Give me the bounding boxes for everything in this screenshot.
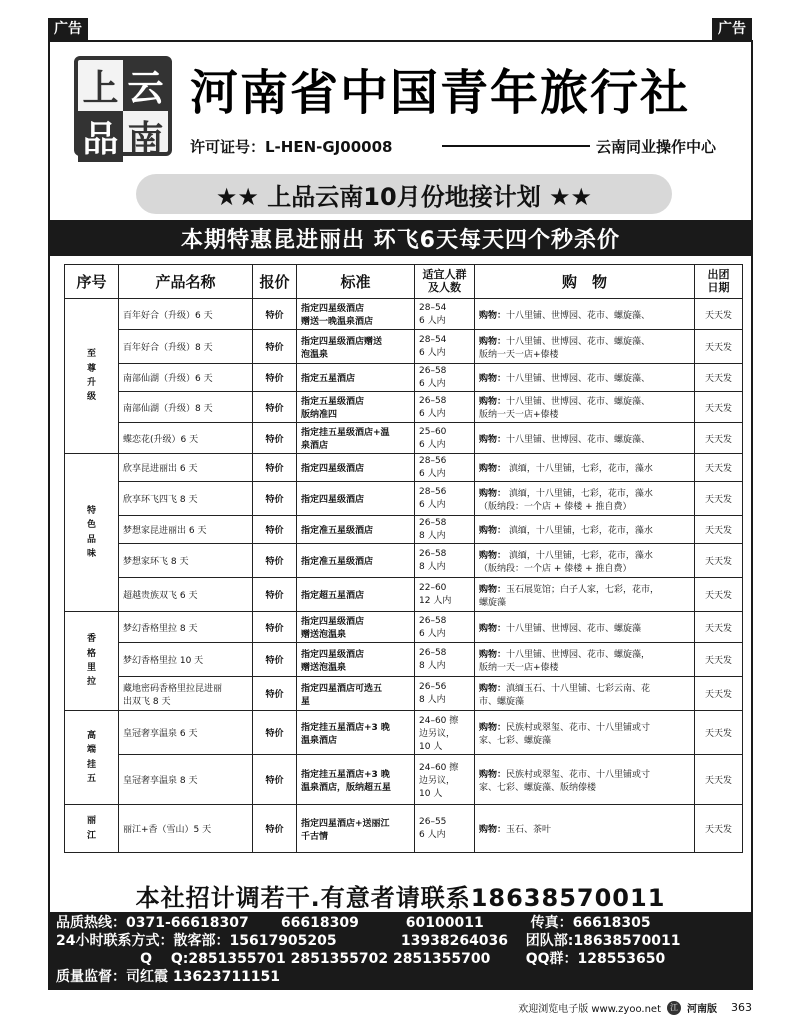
seal-char: 云 bbox=[123, 60, 168, 111]
table-header-row bbox=[65, 265, 743, 299]
seal-char: 上 bbox=[82, 67, 119, 109]
depart-cell: 天天发 bbox=[695, 544, 743, 578]
ad-frame bbox=[48, 40, 753, 990]
product-name-cell: 蝶恋花(升级）6 天 bbox=[119, 423, 253, 454]
table-row bbox=[65, 643, 743, 677]
price-cell: 特价 bbox=[253, 454, 297, 482]
depart-cell: 天天发 bbox=[695, 805, 743, 853]
seal-logo bbox=[74, 56, 172, 160]
price-cell: 特价 bbox=[253, 805, 297, 853]
category-cell: 至 尊 升 级 bbox=[65, 299, 119, 454]
price-cell: 特价 bbox=[253, 544, 297, 578]
depart-cell: 天天发 bbox=[695, 454, 743, 482]
header-shopping: 购 物 bbox=[475, 265, 695, 299]
product-name-cell: 南部仙湖（升级）8 天 bbox=[119, 392, 253, 423]
people-cell: 26–58 6 人内 bbox=[415, 612, 475, 643]
people-cell: 26–58 8 人内 bbox=[415, 516, 475, 544]
people-cell: 22–60 12 人内 bbox=[415, 578, 475, 612]
shopping-text: 民族村或翠玺、花市、十八里铺或寸 家、七彩、螺旋藻 bbox=[479, 722, 651, 746]
depart-cell: 天天发 bbox=[695, 392, 743, 423]
header-index: 序号 bbox=[65, 265, 119, 299]
price-cell: 特价 bbox=[253, 392, 297, 423]
contact-text: Q:2851355701 2851355702 2851355700 bbox=[170, 951, 491, 967]
shopping-cell bbox=[475, 643, 695, 677]
depart-cell: 天天发 bbox=[695, 711, 743, 755]
page-number: 363 bbox=[731, 1001, 752, 1014]
people-cell: 26–58 8 人内 bbox=[415, 544, 475, 578]
shopping-prefix: 购物： bbox=[479, 336, 507, 347]
edition-logo-icon: 江 bbox=[667, 1001, 681, 1015]
table-row bbox=[65, 544, 743, 578]
product-name-cell: 藏地密码香格里拉昆进丽 出双飞 8 天 bbox=[119, 677, 253, 711]
header-price: 报价 bbox=[253, 265, 297, 299]
tour-table bbox=[64, 264, 743, 853]
divider-line bbox=[442, 145, 590, 147]
table-row bbox=[65, 482, 743, 516]
contact-text: 66618309 bbox=[280, 915, 359, 931]
people-cell: 28–56 6 人内 bbox=[415, 482, 475, 516]
shopping-cell bbox=[475, 299, 695, 330]
product-name-cell: 梦幻香格里拉 8 天 bbox=[119, 612, 253, 643]
depart-cell: 天天发 bbox=[695, 677, 743, 711]
product-name-cell: 皇冠奢享温泉 6 天 bbox=[119, 711, 253, 755]
shopping-cell bbox=[475, 364, 695, 392]
shopping-text: 滇缅，十八里铺，七彩，花市，藻水 （版纳段：一个店 + 傣楼 + 推自费） bbox=[479, 550, 653, 574]
shopping-cell bbox=[475, 516, 695, 544]
people-cell: 28–56 6 人内 bbox=[415, 454, 475, 482]
people-cell: 25–60 6 人内 bbox=[415, 423, 475, 454]
contact-line bbox=[56, 968, 745, 986]
shopping-text: 滇缅玉石、十八里铺、七彩云南、花 市、螺旋藻 bbox=[479, 683, 651, 707]
product-name-cell: 梦想家环飞 8 天 bbox=[119, 544, 253, 578]
shopping-text: 滇缅，十八里铺，七彩，花市，藻水 bbox=[506, 464, 653, 474]
shopping-prefix: 购物： bbox=[479, 825, 507, 835]
price-cell: 特价 bbox=[253, 516, 297, 544]
shopping-prefix: 购物： bbox=[479, 464, 507, 474]
depart-cell: 天天发 bbox=[695, 643, 743, 677]
category-cell: 特 色 品 味 bbox=[65, 454, 119, 612]
shopping-cell bbox=[475, 677, 695, 711]
standard-cell: 指定挂五星级酒店+温 泉酒店 bbox=[297, 423, 415, 454]
shopping-text: 十八里铺、世博园、花市、螺旋藻、 bbox=[506, 434, 651, 445]
depart-cell: 天天发 bbox=[695, 299, 743, 330]
table-row bbox=[65, 299, 743, 330]
price-cell: 特价 bbox=[253, 299, 297, 330]
category-cell: 香 格 里 拉 bbox=[65, 612, 119, 711]
shopping-text: 玉石展览馆；白子人家，七彩，花市， 螺旋藻 bbox=[479, 584, 660, 608]
product-name-cell: 梦想家昆进丽出 6 天 bbox=[119, 516, 253, 544]
shopping-prefix: 购物： bbox=[479, 374, 507, 384]
shopping-prefix: 购物： bbox=[479, 683, 507, 694]
table-row bbox=[65, 755, 743, 805]
shopping-prefix: 购物： bbox=[479, 623, 507, 634]
table-row bbox=[65, 423, 743, 454]
depart-cell: 天天发 bbox=[695, 330, 743, 364]
people-cell: 28–54 6 人内 bbox=[415, 299, 475, 330]
contact-text: 质量监督：司红霞 13623711151 bbox=[56, 969, 281, 985]
product-name-cell: 南部仙湖（升级）6 天 bbox=[119, 364, 253, 392]
shopping-text: 十八里铺、世博园、花市、螺旋藻、 bbox=[506, 310, 651, 321]
shopping-cell bbox=[475, 482, 695, 516]
depart-cell: 天天发 bbox=[695, 755, 743, 805]
contact-text: 传真：66618305 bbox=[530, 915, 651, 931]
shopping-prefix: 购物： bbox=[479, 649, 507, 660]
header-depart: 出团 日期 bbox=[695, 265, 743, 299]
standard-cell: 指定四星级酒店赠送 泡温泉 bbox=[297, 330, 415, 364]
table-row bbox=[65, 516, 743, 544]
standard-cell: 指定五星级酒店 版纳准四 bbox=[297, 392, 415, 423]
people-cell: 26–56 8 人内 bbox=[415, 677, 475, 711]
shopping-text: 玉石、茶叶 bbox=[506, 825, 552, 835]
price-cell: 特价 bbox=[253, 330, 297, 364]
product-name-cell: 丽江+香（雪山）5 天 bbox=[119, 805, 253, 853]
shopping-cell bbox=[475, 578, 695, 612]
shopping-prefix: 购物： bbox=[479, 526, 507, 536]
shopping-prefix: 购物： bbox=[479, 722, 507, 733]
people-cell: 26–58 8 人内 bbox=[415, 643, 475, 677]
product-name-cell: 梦幻香格里拉 10 天 bbox=[119, 643, 253, 677]
shopping-text: 十八里铺、世博园、花市、螺旋藻、 版纳一天一店+傣楼 bbox=[479, 397, 651, 420]
shopping-text: 十八里铺、世博园、花市、螺旋藻、 bbox=[506, 374, 651, 384]
standard-cell: 指定准五星级酒店 bbox=[297, 516, 415, 544]
people-cell: 28–54 6 人内 bbox=[415, 330, 475, 364]
depart-cell: 天天发 bbox=[695, 482, 743, 516]
seal-char: 品 bbox=[78, 111, 123, 162]
table-row bbox=[65, 677, 743, 711]
contact-text: 13938264036 bbox=[400, 933, 509, 949]
table-row bbox=[65, 454, 743, 482]
standard-cell: 指定挂五星酒店+3 晚 温泉酒店，版纳超五星 bbox=[297, 755, 415, 805]
contact-line bbox=[56, 932, 745, 950]
ad-tag-right: 广告 bbox=[712, 18, 752, 40]
standard-cell: 指定四星酒店+送丽江 千古情 bbox=[297, 805, 415, 853]
page-footer bbox=[518, 1000, 752, 1015]
price-cell: 特价 bbox=[253, 578, 297, 612]
shopping-prefix: 购物： bbox=[479, 769, 507, 780]
shopping-cell bbox=[475, 805, 695, 853]
shopping-prefix: 购物： bbox=[479, 488, 507, 499]
plan-banner: ★★ 上品云南10月份地接计划 ★★ bbox=[136, 174, 672, 214]
contact-text: 品质热线：0371-66618307 bbox=[56, 915, 249, 931]
header-standard: 标准 bbox=[297, 265, 415, 299]
price-cell: 特价 bbox=[253, 711, 297, 755]
standard-cell: 指定四星级酒店 bbox=[297, 482, 415, 516]
product-name-cell: 皇冠奢享温泉 8 天 bbox=[119, 755, 253, 805]
depart-cell: 天天发 bbox=[695, 423, 743, 454]
contact-text: 24小时联系方式：散客部：15617905205 bbox=[56, 933, 337, 949]
product-name-cell: 欣享昆进丽出 6 天 bbox=[119, 454, 253, 482]
contact-text: 60100011 bbox=[405, 915, 484, 931]
depart-cell: 天天发 bbox=[695, 364, 743, 392]
depart-cell: 天天发 bbox=[695, 612, 743, 643]
shopping-cell bbox=[475, 330, 695, 364]
header-people: 适宜人群 及人数 bbox=[415, 265, 475, 299]
shopping-text: 十八里铺、世博园、花市、螺旋藻、 版纳一天一店+傣楼 bbox=[479, 336, 651, 360]
shopping-text: 滇缅，十八里铺，七彩，花市，藻水 bbox=[506, 526, 653, 536]
standard-cell: 指定四星级酒店 bbox=[297, 454, 415, 482]
category-cell: 高 端 挂 五 bbox=[65, 711, 119, 805]
contact-text: QQ群：128553650 bbox=[525, 951, 666, 967]
people-cell: 26–58 6 人内 bbox=[415, 364, 475, 392]
operation-center: 云南同业操作中心 bbox=[596, 138, 717, 156]
price-cell: 特价 bbox=[253, 755, 297, 805]
table-body bbox=[65, 299, 743, 853]
depart-cell: 天天发 bbox=[695, 516, 743, 544]
shopping-cell bbox=[475, 711, 695, 755]
shopping-cell bbox=[475, 544, 695, 578]
table-row bbox=[65, 330, 743, 364]
product-name-cell: 欣享环飞四飞 8 天 bbox=[119, 482, 253, 516]
price-cell: 特价 bbox=[253, 643, 297, 677]
shopping-cell bbox=[475, 392, 695, 423]
license-number: 许可证号：L-HEN-GJ00008 bbox=[190, 138, 393, 156]
price-cell: 特价 bbox=[253, 482, 297, 516]
price-cell: 特价 bbox=[253, 612, 297, 643]
people-cell: 26–58 6 人内 bbox=[415, 392, 475, 423]
contact-box bbox=[50, 912, 751, 988]
standard-cell: 指定超五星酒店 bbox=[297, 578, 415, 612]
ad-tag-left: 广告 bbox=[48, 18, 88, 40]
shopping-cell bbox=[475, 755, 695, 805]
footer-text: 欢迎浏览电子版 www.zyoo.net bbox=[518, 1004, 661, 1015]
people-cell: 26–55 6 人内 bbox=[415, 805, 475, 853]
shopping-prefix: 购物： bbox=[479, 550, 507, 561]
price-cell: 特价 bbox=[253, 423, 297, 454]
shopping-prefix: 购物： bbox=[479, 310, 507, 321]
shopping-text: 十八里铺、世博园、花市、螺旋藻 bbox=[506, 623, 642, 634]
recruit-notice: 本社招计调若干.有意者请联系18638570011 bbox=[135, 884, 666, 912]
shopping-text: 民族村或翠玺、花市、十八里铺或寸 家、七彩、螺旋藻、版纳傣楼 bbox=[479, 769, 651, 793]
depart-cell: 天天发 bbox=[695, 578, 743, 612]
shopping-prefix: 购物： bbox=[479, 434, 507, 445]
seal-char: 南 bbox=[127, 118, 164, 160]
standard-cell: 指定准五星级酒店 bbox=[297, 544, 415, 578]
table-row bbox=[65, 805, 743, 853]
shopping-cell bbox=[475, 612, 695, 643]
product-name-cell: 超越贵族双飞 6 天 bbox=[119, 578, 253, 612]
shopping-cell bbox=[475, 423, 695, 454]
table-row bbox=[65, 612, 743, 643]
people-cell: 24–60 擦 边另议， 10 人 bbox=[415, 755, 475, 805]
contact-line bbox=[56, 950, 745, 968]
shopping-prefix: 购物： bbox=[479, 584, 507, 595]
people-cell: 24–60 擦 边另议， 10 人 bbox=[415, 711, 475, 755]
header-product: 产品名称 bbox=[119, 265, 253, 299]
contact-text: 团队部:18638570011 bbox=[525, 933, 681, 949]
promo-strip: 本期特惠昆进丽出 环飞6天每天四个秒杀价 bbox=[50, 220, 751, 256]
shopping-text: 滇缅，十八里铺，七彩，花市，藻水 （版纳段：一个店 + 傣楼 + 推自费） bbox=[479, 488, 653, 512]
table-row bbox=[65, 364, 743, 392]
table-row bbox=[65, 578, 743, 612]
qq-label: Q bbox=[140, 951, 152, 967]
footer-edition: 河南版 bbox=[687, 1004, 717, 1015]
product-name-cell: 百年好合（升级）8 天 bbox=[119, 330, 253, 364]
price-cell: 特价 bbox=[253, 677, 297, 711]
shopping-cell bbox=[475, 454, 695, 482]
contact-line bbox=[56, 914, 745, 932]
price-cell: 特价 bbox=[253, 364, 297, 392]
standard-cell: 指定四星级酒店 赠送泡温泉 bbox=[297, 643, 415, 677]
table-row bbox=[65, 392, 743, 423]
table-row bbox=[65, 711, 743, 755]
standard-cell: 指定四星级酒店 赠送泡温泉 bbox=[297, 612, 415, 643]
shopping-text: 十八里铺、世博园、花市、螺旋藻， 版纳一天一店+傣楼 bbox=[479, 649, 651, 673]
company-name: 河南省中国青年旅行社 bbox=[190, 65, 691, 121]
standard-cell: 指定五星酒店 bbox=[297, 364, 415, 392]
product-name-cell: 百年好合（升级）6 天 bbox=[119, 299, 253, 330]
category-cell: 丽 江 bbox=[65, 805, 119, 853]
standard-cell: 指定四星级酒店 赠送一晚温泉酒店 bbox=[297, 299, 415, 330]
standard-cell: 指定四星酒店可选五 星 bbox=[297, 677, 415, 711]
standard-cell: 指定挂五星酒店+3 晚 温泉酒店 bbox=[297, 711, 415, 755]
shopping-prefix: 购物： bbox=[479, 397, 507, 407]
